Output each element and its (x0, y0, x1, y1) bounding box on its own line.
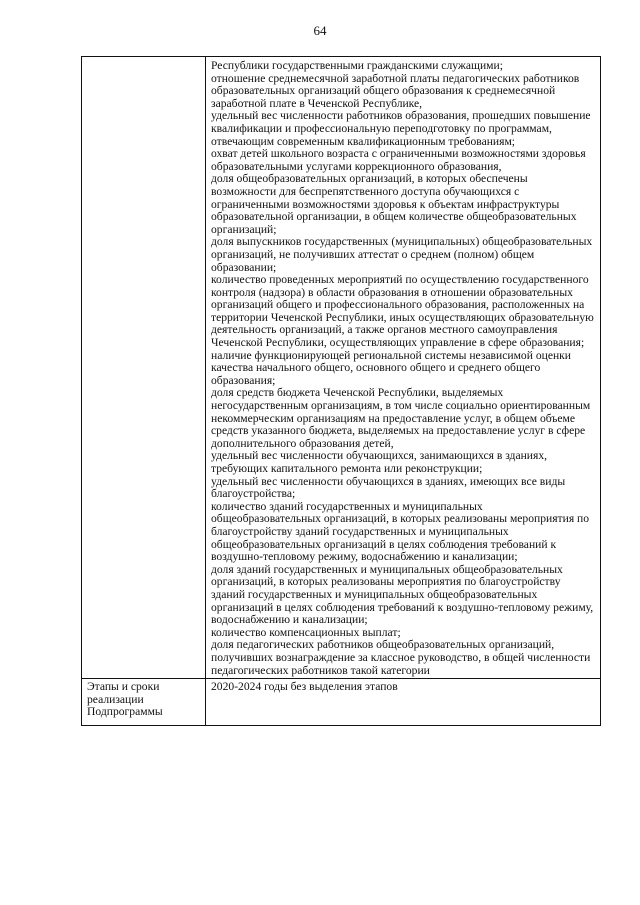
stages-value-cell: 2020-2024 годы без выделения этапов (206, 679, 601, 726)
list-item: удельный вес численности обучающихся в зданиях, имеющих все виды благоустройства; (211, 474, 566, 501)
list-item: количество компенсационных выплат; (211, 625, 401, 639)
list-item: отношение среднемесячной заработной платы педагогических работников образовательных организаций общего образования к среднемесячной заработной плате в Чеченской Республике, (211, 71, 580, 110)
list-item: наличие функционирующей региональной системы независимой оценки качества начального общего, основного общего и среднего общего образования; (211, 348, 572, 387)
row-label-cell (82, 57, 206, 679)
list-item: количество проведенных мероприятий по осуществлению государственного контроля (надзора) в области образования в отношении образовательных организаций общего и профессионального образования, расположенных на территории Чеченской Республики, иных осуществляющих образовательную деятельность организаций, а также органов местного самоуправления Чеченской Республики, осуществляющих управление в сфере образования; (211, 273, 594, 350)
list-item: доля общеобразовательных организаций, в которых обеспечены возможности для беспрепятственного доступа обучающихся с ограниченными возможностями здоровья к объектам инфраструктуры образовательной организации, в общем количестве общеобразовательных организаций; (211, 172, 577, 236)
page-number: 64 (313, 23, 327, 38)
stages-label-cell: Этапы и сроки реализации Подпрограммы (82, 679, 206, 726)
list-item: доля зданий государственных и муниципальных общеобразовательных организаций, в которых реализованы мероприятия по благоустройству зданий государственных и муниципальных общеобразовательных организаций в целях соблюдения требований к воздушно-тепловому режиму, водоснабжению и канализации; (211, 562, 594, 627)
list-item: доля средств бюджета Чеченской Республики, выделяемых негосударственным организациям, в том числе социально ориентированным некоммерческим организациям на предоставление услуг, в общем объеме средств указанного бюджета, выделяемых на предоставление услуг в сфере дополнительного образования детей, (211, 386, 591, 450)
table-row (82, 679, 601, 726)
list-item: Республики государственными гражданскими служащими; (211, 59, 503, 72)
list-item: удельный вес численности обучающихся, занимающихся в зданиях, требующих капитального ремонта или реконструкции; (211, 449, 548, 475)
subprogram-passport-table (81, 56, 601, 726)
indicator-list (211, 60, 595, 677)
list-item: удельный вес численности работников образования, прошедших повышение квалификации и профессиональную переподготовку по программам, отвечающим современным квалификационным требованиям; (211, 109, 591, 148)
list-item: доля выпускников государственных (муниципальных) общеобразовательных организаций, не получивших аттестат о среднем (полном) общем образовании; (211, 235, 593, 274)
list-item: охват детей школьного возраста с ограниченными возможностями здоровья образовательными услугами коррекционного образования, (211, 147, 586, 173)
list-item: доля педагогических работников общеобразовательных организаций, получивших вознаграждение за классное руководство, в общей численности педагогических работников такой категории (211, 638, 591, 677)
list-item: количество зданий государственных и муниципальных общеобразовательных организаций, в которых реализованы мероприятия по благоустройству зданий государственных и муниципальных общеобразовательных организаций в целях соблюдения требований к воздушно-тепловому режиму, водоснабжению и канализации; (211, 499, 590, 564)
table-row (82, 57, 601, 679)
target-indicators-cell (206, 57, 601, 679)
